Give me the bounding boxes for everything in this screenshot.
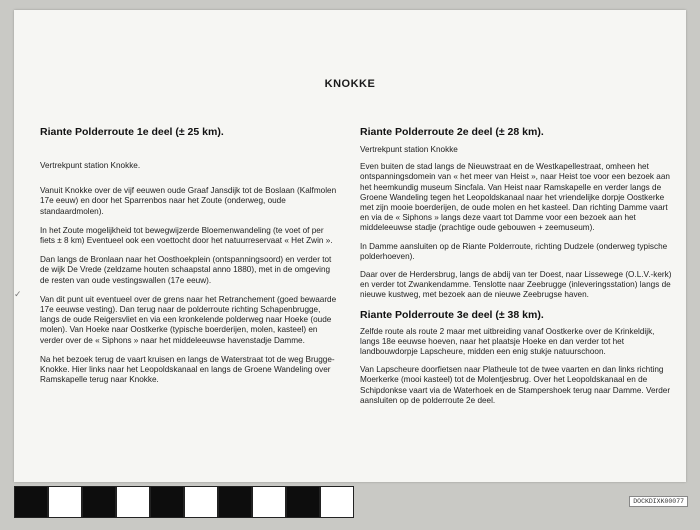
route-2-paragraph: Daar over de Herdersbrug, langs de abdij van ter Doest, naar Lissewege (O.L.V.-kerk) en verder tot Zwankendamme. Tenslotte naar Zeebrugge (inleveringsstation) langs de nieuwe kustweg, met bezoek aan de nieuwe Zeebrugse haven. — [360, 270, 672, 300]
reference-code-label: DOCKDIXK00077 — [629, 496, 688, 507]
document-sheet — [14, 10, 686, 482]
right-column — [360, 126, 676, 414]
calibration-swatch — [48, 486, 82, 518]
handwritten-margin-mark: ✓ — [14, 290, 22, 300]
route-1-paragraph: Na het bezoek terug de vaart kruisen en langs de Waterstraat tot de weg Brugge-Knokke. Hier links naar het Leopoldskanaal en langs de Groene Wandeling over Ramskapelle terug naar Knokke. — [40, 354, 335, 385]
route-3-paragraph: Zelfde route als route 2 maar met uitbreiding vanaf Oostkerke over de Krinkeldijk, langs 18e eeuwse hoeven, naar het plaatsje Hoeke en dan verder tot het landbouwdorpje Lapscheure, midden een enig stukje natuurschoon. — [360, 326, 655, 357]
calibration-swatch — [184, 486, 218, 518]
route-2-start: Vertrekpunt station Knokke — [360, 145, 458, 154]
calibration-swatch — [252, 486, 286, 518]
left-column — [40, 126, 340, 394]
route-1-start: Vertrekpunt station Knokke. — [40, 161, 141, 170]
route-1-paragraph: Van dit punt uit eventueel over de grens naar het Retranchement (goed bewaarde 17e eeuwse vesting). Dan terug naar de polderroute richting Schapenbrugge, langs de oude Reigersvliet en via een kronkelende polderweg naar Hoeke (oude molen). Van Hoeke naar Oostkerke (typische boerderijen, molen, kasteel) en verder over de « Siphons » naar het middeleeuwse havenstadje Damme. — [40, 294, 337, 345]
calibration-swatch — [150, 486, 184, 518]
route-1-paragraph: Vanuit Knokke over de vijf eeuwen oude Graaf Jansdijk tot de Boslaan (Kalfmolen 17e eeuw) en door het Sparrenbos naar het Zoute (onderweg, oude standaardmolen). — [40, 186, 337, 216]
route-2-paragraph: Even buiten de stad langs de Nieuwstraat en de Westkapellestraat, omheen het ontspanningsdomein van « het meer van Heist », naar Heist toe voor een bezoek aan het heemkundig museum Sincfala. Van Heist naar Ramskapelle en verder langs de Groene Wandeling tegen het Leopoldskanaal naar het vriendelijke dorpje Oostkerke met zijn mooie boerderijen, de oude molen en het kasteel. Dan richting Damme vaart en via de « Siphons » langs deze vaart tot Damme voor een bezoek aan het middeleeuwse stadje (prachtige oude gebouwen + zeemuseum). — [360, 162, 670, 233]
calibration-swatch — [82, 486, 116, 518]
route-1-paragraph: Dan langs de Bronlaan naar het Oosthoekplein (ontspanningsoord) en verder tot de wijk De Vrede (zeldzame houten schaapstal anno 1880), met in de omgeving de resten van oude vestingswallen (17e eeuw). — [40, 255, 332, 285]
document-title: KNOKKE — [324, 78, 376, 90]
color-calibration-bar — [14, 486, 354, 518]
calibration-swatch — [286, 486, 320, 518]
route-1-heading: Riante Polderroute 1e deel (± 25 km). — [40, 126, 224, 138]
route-2-heading: Riante Polderroute 2e deel (± 28 km). — [360, 126, 544, 138]
calibration-swatch — [320, 486, 354, 518]
route-3-heading: Riante Polderroute 3e deel (± 38 km). — [360, 308, 544, 321]
calibration-swatch — [14, 486, 48, 518]
route-1-paragraph: In het Zoute mogelijkheid tot bewegwijzerde Bloemenwandeling (te voet of per fiets ± 8 km) Eventueel ook een voettocht door het natuurreservaat « Het Zwin ». — [40, 225, 333, 246]
route-2-paragraph: In Damme aansluiten op de Riante Polderroute, richting Dudzele (onderweg typische polderhoeven). — [360, 241, 668, 261]
route-3-paragraph: Van Lapscheure doorfietsen naar Platheule tot de twee vaarten en dan links richting Moerkerke (mooi kasteel) tot de Molentjesbrug. Over het Leopoldskanaal en de Schipdonkse vaart via de Waterhoek en de Stampershoek terug naar Damme. Verder aansluiten op de polderroute 2e deel. — [360, 365, 671, 405]
calibration-swatch — [218, 486, 252, 518]
calibration-swatch — [116, 486, 150, 518]
